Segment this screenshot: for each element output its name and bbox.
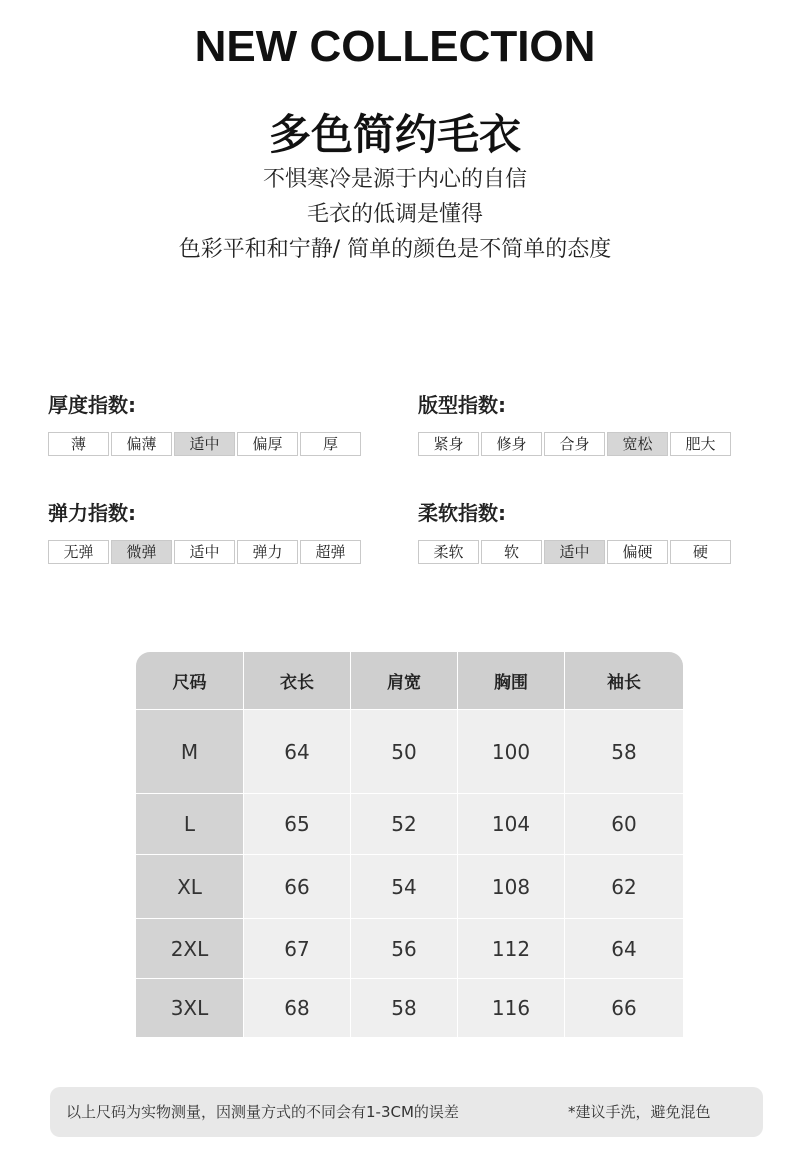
index-option: 微弹 [111,540,172,564]
table-body [136,710,683,1037]
header-cell-shoulder: 肩宽 [351,652,458,710]
intro-line: 毛衣的低调是懂得 [306,202,483,227]
softness-index [418,498,738,564]
table-header-row [136,652,683,710]
measurement-cell: 54 [351,855,458,919]
size-cell: 3XL [136,979,244,1037]
table-row [136,794,683,855]
index-option: 肥大 [670,432,731,456]
table-row [136,979,683,1037]
measurement-cell: 62 [565,855,683,919]
index-option: 无弹 [48,540,109,564]
size-cell: M [136,710,244,794]
wash-note: *建议手洗，避免混色 [568,1103,711,1121]
measurement-cell: 108 [458,855,565,919]
index-option: 宽松 [607,432,668,456]
header-cell-size: 尺码 [136,652,244,710]
measurement-cell: 50 [351,710,458,794]
index-label: 弹力指数: [48,501,136,525]
measurement-cell: 64 [565,919,683,979]
index-label: 版型指数: [418,393,506,417]
index-option: 偏厚 [237,432,298,456]
header-cell-chest: 胸围 [458,652,565,710]
index-option: 厚 [300,432,361,456]
measurement-cell: 67 [244,919,351,979]
measurement-note: 以上尺码为实物测量，因测量方式的不同会有1-3CM的误差 [66,1103,459,1121]
index-label: 厚度指数: [48,393,136,417]
product-title: 多色简约毛衣 [268,110,521,159]
header-cell-sleeve: 袖长 [565,652,683,710]
measurement-cell: 68 [244,979,351,1037]
intro-line: 色彩平和和宁静/ 简单的颜色是不简单的态度 [178,237,612,262]
index-options [48,540,368,564]
measurement-cell: 100 [458,710,565,794]
index-option: 硬 [670,540,731,564]
index-option: 弹力 [237,540,298,564]
intro-line: 不惧寒冷是源于内心的自信 [262,167,527,192]
intro-text [0,162,790,267]
measurement-cell: 60 [565,794,683,855]
table-row [136,919,683,979]
measurement-cell: 66 [565,979,683,1037]
index-option: 适中 [174,432,235,456]
note-bar [50,1087,763,1137]
index-option: 适中 [174,540,235,564]
fit-index [418,390,738,456]
measurement-cell: 104 [458,794,565,855]
size-cell: 2XL [136,919,244,979]
thickness-index [48,390,368,456]
measurement-cell: 112 [458,919,565,979]
size-table [136,652,683,1037]
index-option: 适中 [544,540,605,564]
index-option: 合身 [544,432,605,456]
collection-title: NEW COLLECTION [194,22,596,71]
measurement-cell: 116 [458,979,565,1037]
measurement-cell: 58 [565,710,683,794]
table-row [136,710,683,794]
measurement-cell: 64 [244,710,351,794]
index-option: 偏薄 [111,432,172,456]
index-options [418,540,738,564]
index-option: 软 [481,540,542,564]
index-option: 柔软 [418,540,479,564]
measurement-cell: 66 [244,855,351,919]
measurement-cell: 52 [351,794,458,855]
table-row [136,855,683,919]
measurement-cell: 58 [351,979,458,1037]
elasticity-index [48,498,368,564]
index-option: 薄 [48,432,109,456]
index-option: 偏硬 [607,540,668,564]
size-cell: L [136,794,244,855]
index-option: 超弹 [300,540,361,564]
index-label: 柔软指数: [418,501,506,525]
index-options [48,432,368,456]
header-cell-length: 衣长 [244,652,351,710]
size-cell: XL [136,855,244,919]
measurement-cell: 56 [351,919,458,979]
measurement-cell: 65 [244,794,351,855]
index-option: 紧身 [418,432,479,456]
index-options [418,432,738,456]
index-option: 修身 [481,432,542,456]
